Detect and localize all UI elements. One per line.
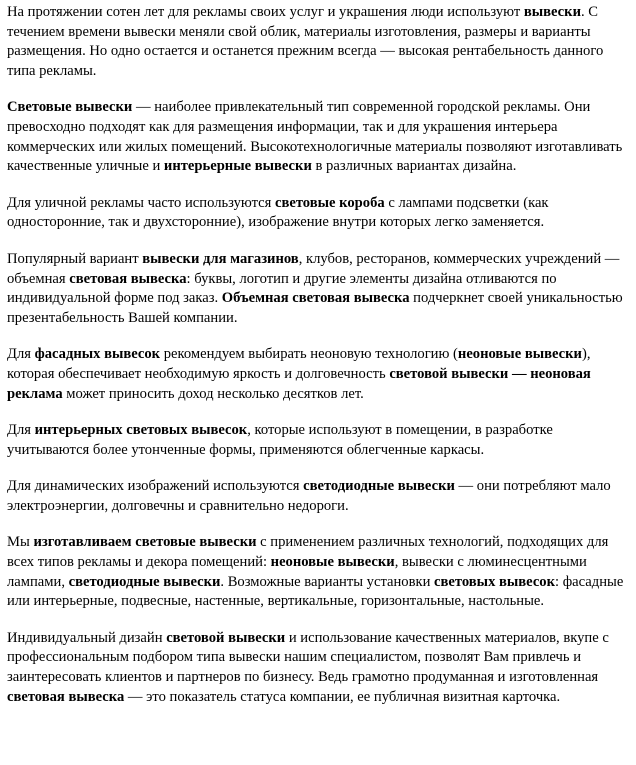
text-run: может приносить доход несколько десятков лет. — [62, 385, 364, 402]
text-run: подчеркнет своей уникальностью презентабельность Вашей компании. — [7, 290, 623, 326]
text-run: — они потребляют мало электроэнергии, долговечны и сравнительно недороги. — [7, 478, 611, 514]
bold-keyword: Световые вывески — [7, 99, 133, 116]
bold-keyword: световая вывеска — [7, 688, 125, 705]
text-run: . С течением времени вывески меняли свой облик, материалы изготовления, размеры и варианты размещения. Но одно остается и останется прежним всегда — высокая рентабельность данного типа рекламы. — [7, 4, 604, 79]
bold-keyword: светодиодные вывески — [303, 478, 455, 495]
text-run: с применением различных технологий, подходящих для всех типов рекламы и декора помещений: — [7, 534, 609, 571]
text-run: , вывески с люминесцентными лампами, — [7, 554, 587, 590]
paragraph-facade-signs — [7, 345, 632, 404]
paragraph-light-signs — [7, 98, 632, 176]
bold-keyword: неоновые вывески — [457, 346, 582, 363]
bold-keyword: неоновые вывески — [270, 554, 395, 571]
text-run: ), которая обеспечивает необходимую яркость и долговечность — [7, 346, 591, 382]
bold-keyword: изготавливаем световые вывески — [33, 534, 257, 551]
paragraph-light-boxes — [7, 194, 632, 233]
text-run: , которые используют в помещении, в разработке учитываются более утонченные формы, применяются облегченные каркасы. — [7, 422, 553, 458]
text-run: Для уличной рекламы часто используются — [7, 194, 275, 211]
text-run: На протяжении сотен лет для рекламы своих услуг и украшения люди используют — [7, 4, 524, 20]
text-run: Для — [7, 422, 35, 439]
bold-keyword: световой вывески — [166, 629, 286, 646]
text-run: — наиболее привлекательный тип современной городской рекламы. Они превосходно подходят как для размещения информации, так и для украшения интерьера коммерческих или жилых помещений. Высокотехнологичные материалы позволяют изготавливать качественные уличные и — [7, 99, 623, 175]
paragraph-interior-signs — [7, 421, 632, 460]
paragraph-design — [7, 629, 632, 707]
bold-keyword: Объемная световая вывеска — [221, 290, 410, 307]
text-run: : фасадные или интерьерные, подвесные, настенные, вертикальные, горизонтальные, настольные. — [7, 573, 624, 610]
text-run: Индивидуальный дизайн — [7, 629, 167, 646]
bold-keyword: интерьерные вывески — [163, 158, 312, 175]
text-run: Для — [7, 346, 35, 363]
text-run: рекомендуем выбирать неоновую технологию ( — [160, 346, 458, 363]
text-run: . Возможные варианты установки — [220, 573, 435, 590]
bold-keyword: световая вывеска — [69, 270, 187, 287]
bold-keyword: световых вывесок — [434, 573, 556, 590]
text-run: и использование качественных материалов, вкупе с профессиональным подбором типа вывески нашим специалистом, позволят Вам привлечь и заинтересовать клиентов и партнеров по бизнесу. Ведь грамотно продуманная и изготовленная — [7, 629, 609, 686]
text-run: Популярный вариант — [7, 250, 143, 267]
bold-keyword: фасадных вывесок — [34, 346, 161, 363]
text-run: — это показатель статуса компании, ее публичная визитная карточка. — [124, 688, 561, 705]
text-run: : буквы, логотип и другие элементы дизайна отливаются по индивидуальной форме под заказ. — [7, 270, 557, 307]
text-run: в различных вариантах дизайна. — [311, 158, 517, 175]
paragraph-shop-signs — [7, 250, 632, 328]
bold-keyword: светодиодные вывески — [68, 573, 221, 590]
text-run: с лампами подсветки (как односторонние, так и двухсторонние), изображение внутри которых легко заменяется. — [7, 194, 549, 231]
paragraph-led-signs — [7, 477, 632, 516]
bold-keyword: световые короба — [275, 194, 385, 211]
bold-keyword: интерьерных световых вывесок — [34, 422, 248, 439]
bold-keyword: световой вывески — неоновая реклама — [7, 365, 591, 402]
text-run: , клубов, ресторанов, коммерческих учреждений — объемная — [7, 250, 620, 287]
bold-keyword: вывески для магазинов — [142, 250, 299, 267]
paragraph-intro — [7, 3, 632, 81]
paragraph-manufacturing — [7, 533, 632, 611]
bold-keyword: вывески — [523, 4, 581, 20]
text-run: Мы — [7, 534, 34, 551]
text-run: Для динамических изображений используются — [7, 478, 304, 495]
